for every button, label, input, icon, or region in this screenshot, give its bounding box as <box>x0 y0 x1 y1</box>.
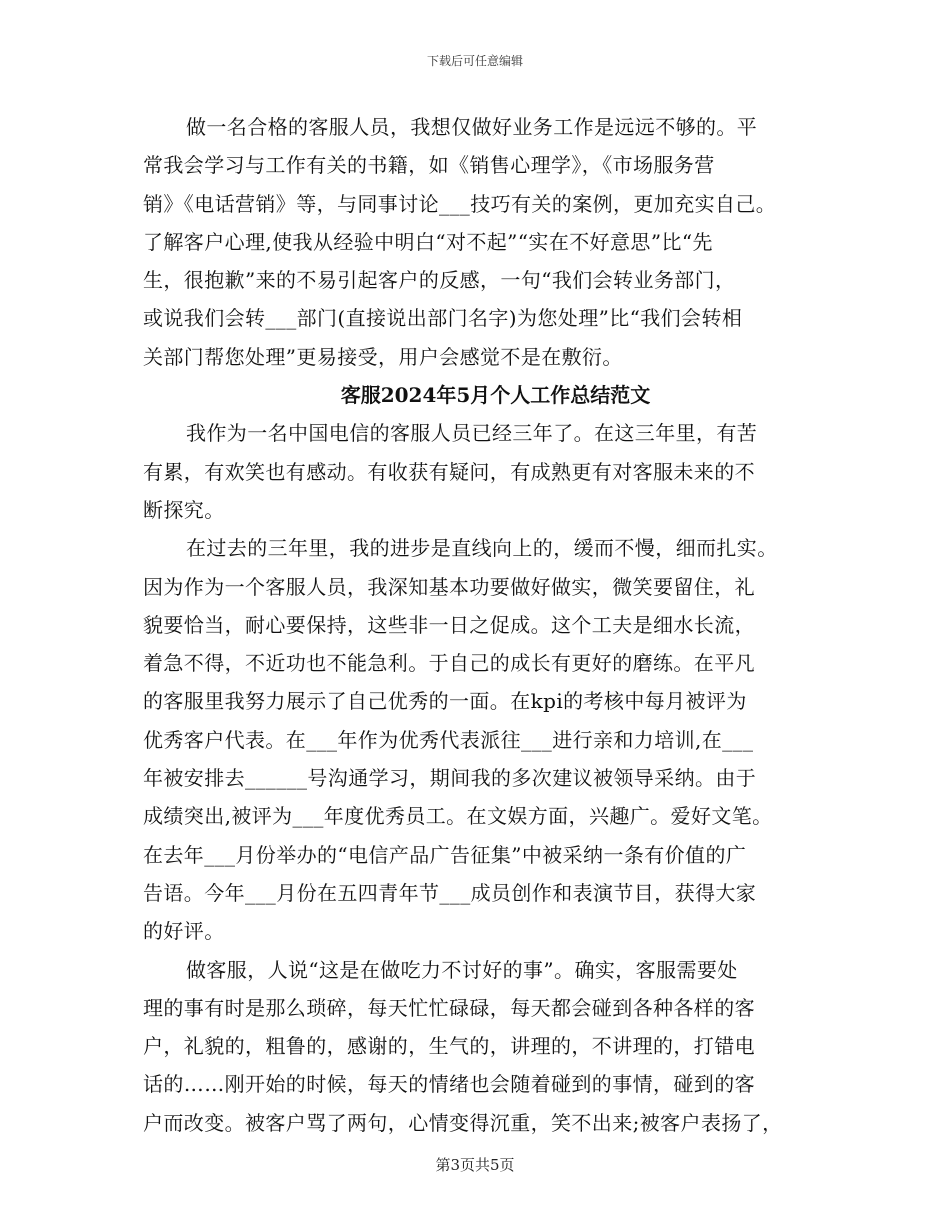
text-line: 生，很抱歉”来的不易引起客户的反感，一句“我们会转业务部门， <box>143 268 736 293</box>
text-line: 貌要恰当，耐心要保持，这些非一日之促成。这个工夫是细水长流， <box>143 612 755 637</box>
text-line: 因为作为一个客服人员，我深知基本功要做好做实，微笑要留住，礼 <box>143 574 755 599</box>
text-line: 有累，有欢笑也有感动。有收获有疑问，有成熟更有对客服未来的不 <box>143 459 755 484</box>
text-line: 销》《电话营销》等，与同事讨论___技巧有关的案例，更加充实自己。 <box>143 191 777 216</box>
text-line: 的好评。 <box>143 919 225 944</box>
paragraph-3 <box>143 529 818 950</box>
text-line: 户，礼貌的，粗鲁的，感谢的，生气的，讲理的，不讲理的，打错电 <box>143 1034 755 1059</box>
text-line: 我作为一名中国电信的客服人员已经三年了。在这三年里，有苦 <box>186 421 758 446</box>
paragraph-1 <box>143 108 818 376</box>
text-line: 了解客户心理,使我从经验中明白“对不起”“实在不好意思”比“先 <box>143 229 713 254</box>
text-line: 优秀客户代表。在___年作为优秀代表派往___进行亲和力培训,在___ <box>143 727 754 752</box>
paragraph-2 <box>143 414 818 529</box>
page-header-note: 下载后可任意编辑 <box>426 54 523 68</box>
text-line: 做客服，人说“这是在做吃力不讨好的事”。确实，客服需要处 <box>186 957 738 982</box>
text-line: 做一名合格的客服人员，我想仅做好业务工作是远远不够的。平 <box>186 115 758 139</box>
document-body <box>143 108 818 1142</box>
text-line: 断探究。 <box>143 497 225 522</box>
section-title: 客服2024年5月个人工作总结范文 <box>340 383 651 408</box>
paragraph-4 <box>143 951 818 1142</box>
text-line: 着急不得，不近功也不能急利。于自己的成长有更好的磨练。在平凡 <box>143 651 755 676</box>
text-line: 成绩突出,被评为___年度优秀员工。在文娱方面，兴趣广。爱好文笔。 <box>143 804 773 829</box>
text-line: 关部门帮您处理”更易接受，用户会感觉不是在敷衍。 <box>143 344 623 369</box>
text-line: 在去年___月份举办的“电信产品广告征集”中被采纳一条有价值的广 <box>143 842 747 867</box>
page-number-footer: 第3页共5页 <box>435 1156 515 1174</box>
text-line: 的客服里我努力展示了自己优秀的一面。在kpi的考核中每月被评为 <box>143 689 747 714</box>
text-line: 年被安排去______号沟通学习，期间我的多次建议被领导采纳。由于 <box>143 766 757 791</box>
text-line: 户而改变。被客户骂了两句，心情变得沉重，笑不出来;被客户表扬了， <box>143 1110 783 1135</box>
text-line: 或说我们会转___部门(直接说出部门名字)为您处理”比“我们会转相 <box>143 306 743 331</box>
text-line: 告语。今年___月份在五四青年节___成员创作和表演节目，获得大家 <box>143 880 757 905</box>
text-line: 常我会学习与工作有关的书籍，如《销售心理学》，《市场服务营 <box>143 153 715 178</box>
text-line: 理的事有时是那么琐碎，每天忙忙碌碌，每天都会碰到各种各样的客 <box>143 995 755 1020</box>
text-line: 话的……刚开始的时候，每天的情绪也会随着碰到的事情，碰到的客 <box>143 1072 755 1097</box>
text-line: 在过去的三年里，我的进步是直线向上的，缓而不慢，细而扎实。 <box>186 536 778 561</box>
